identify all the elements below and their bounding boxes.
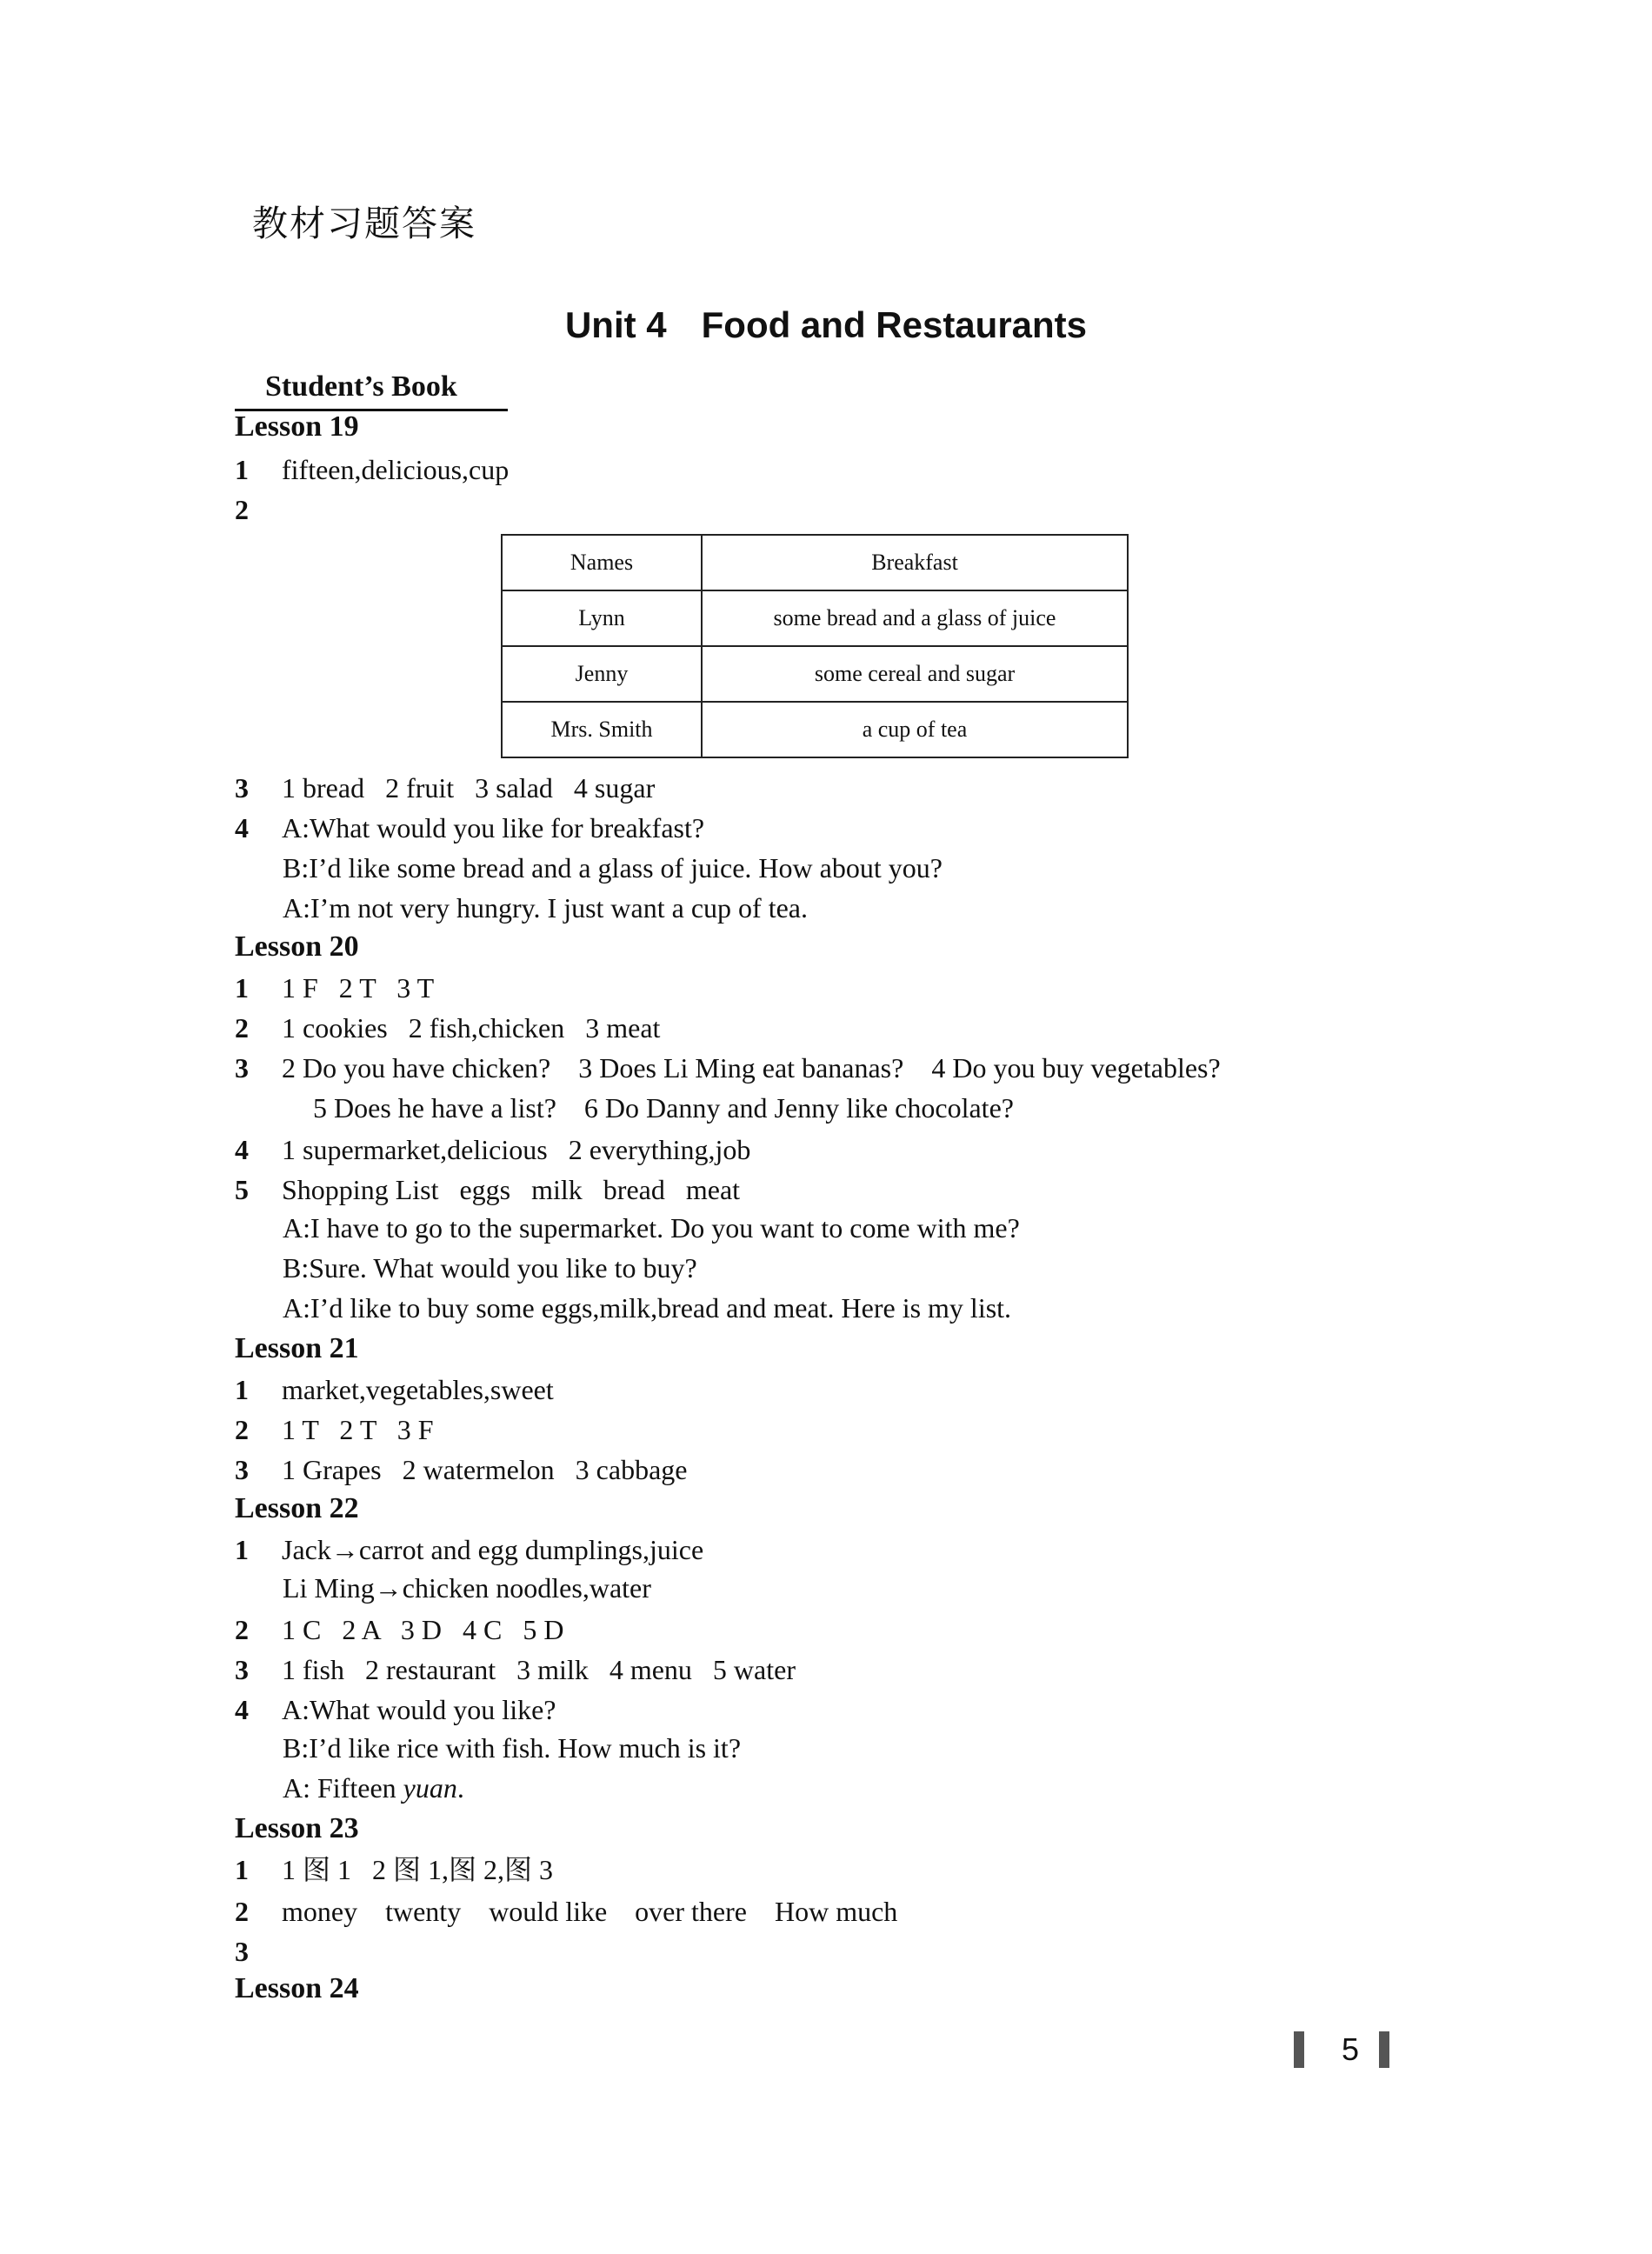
page-marker-bar xyxy=(1379,2031,1389,2068)
lesson-19-title: Lesson 19 xyxy=(235,410,359,443)
table-header-cell: Names xyxy=(502,535,702,590)
dialogue-line: A: Fifteen yuan. xyxy=(283,1772,464,1804)
answer-row: 1 1 F 2 T 3 T xyxy=(235,972,435,1004)
answer-row: 4 A:What would you like for breakfast? xyxy=(235,812,705,844)
table-cell: Jenny xyxy=(502,646,702,702)
table-cell: some bread and a glass of juice xyxy=(702,590,1128,646)
table-header-cell: Breakfast xyxy=(702,535,1128,590)
table-row xyxy=(502,702,1128,757)
dialogue-line: A:I’m not very hungry. I just want a cup of tea. xyxy=(283,892,808,924)
answer-row: 2 xyxy=(235,494,249,525)
table-row xyxy=(502,646,1128,702)
section-header: 教材习题答案 xyxy=(252,203,476,244)
breakfast-table xyxy=(501,534,1129,758)
answer-row: 1 1 图 1 2 图 1,图 2,图 3 xyxy=(235,1854,554,1885)
table-cell: some cereal and sugar xyxy=(702,646,1128,702)
dialogue-line: A:I have to go to the supermarket. Do you want to come with me? xyxy=(283,1212,1020,1244)
answer-row: 2 1 T 2 T 3 F xyxy=(235,1414,434,1445)
dialogue-line: A:I’d like to buy some eggs,milk,bread and meat. Here is my list. xyxy=(283,1292,1012,1324)
unit-name: Food and Restaurants xyxy=(701,304,1088,345)
answer-row: 2 1 C 2 A 3 D 4 C 5 D xyxy=(235,1614,564,1645)
answer-row: 3 1 fish 2 restaurant 3 milk 4 menu 5 water xyxy=(235,1654,796,1685)
lesson-22-title: Lesson 22 xyxy=(235,1492,359,1524)
unit-title xyxy=(0,304,1652,346)
lesson-23-title: Lesson 23 xyxy=(235,1812,359,1844)
dialogue-line: B:Sure. What would you like to buy? xyxy=(283,1252,697,1284)
answer-row: 4 1 supermarket,delicious 2 everything,job xyxy=(235,1134,751,1165)
answer-continuation: 5 Does he have a list? 6 Do Danny and Jenny like chocolate? xyxy=(313,1092,1014,1124)
students-book-heading: Student’s Book xyxy=(265,370,457,403)
answer-row: 2 money twenty would like over there How much xyxy=(235,1896,898,1927)
answer-row: 3 2 Do you have chicken? 3 Does Li Ming eat bananas? 4 Do you buy vegetables? xyxy=(235,1052,1221,1084)
dialogue-line: B:I’d like some bread and a glass of juice. How about you? xyxy=(283,852,943,884)
lesson-20-title: Lesson 20 xyxy=(235,930,359,963)
page-marker-bar xyxy=(1294,2031,1304,2068)
unit-number: Unit 4 xyxy=(564,304,667,345)
lesson-24-title: Lesson 24 xyxy=(235,1972,359,2004)
page-number-block xyxy=(1294,2031,1416,2068)
answer-row: 1 Jack→carrot and egg dumplings,juice xyxy=(235,1534,704,1565)
answer-row: 1 market,vegetables,sweet xyxy=(235,1374,554,1405)
page-number: 5 xyxy=(1342,2031,1360,2067)
answer-row: 3 1 bread 2 fruit 3 salad 4 sugar xyxy=(235,772,656,804)
answer-continuation: Li Ming→chicken noodles,water xyxy=(283,1572,651,1604)
answer-row: 3 xyxy=(235,1936,249,1967)
answer-row: 4 A:What would you like? xyxy=(235,1694,556,1725)
dialogue-line: B:I’d like rice with fish. How much is it? xyxy=(283,1732,742,1764)
table-row xyxy=(502,535,1128,590)
answer-row: 2 1 cookies 2 fish,chicken 3 meat xyxy=(235,1012,661,1044)
answer-row: 5 Shopping List eggs milk bread meat xyxy=(235,1174,741,1205)
answer-row: 1 fifteen,delicious,cup xyxy=(235,454,510,485)
table-cell: Lynn xyxy=(502,590,702,646)
lesson-21-title: Lesson 21 xyxy=(235,1332,359,1364)
table-cell: Mrs. Smith xyxy=(502,702,702,757)
answer-row: 3 1 Grapes 2 watermelon 3 cabbage xyxy=(235,1454,688,1485)
table-cell: a cup of tea xyxy=(702,702,1128,757)
table-row xyxy=(502,590,1128,646)
